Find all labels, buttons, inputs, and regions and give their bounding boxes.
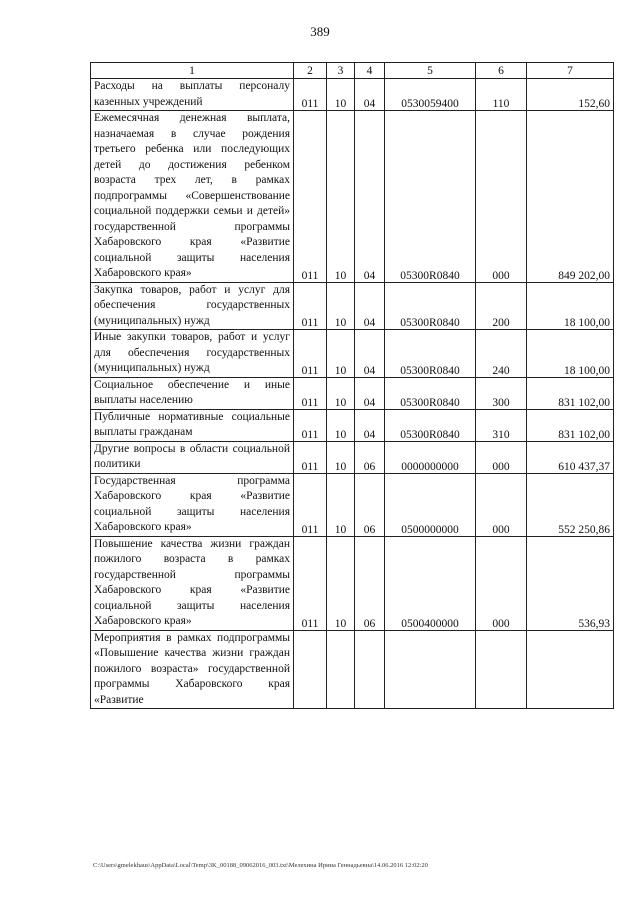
table-row	[91, 79, 614, 111]
row-amount	[527, 630, 614, 709]
row-name: Расходы на выплаты персоналу казенных учреждений	[91, 79, 294, 111]
row-expense-type: 000	[476, 111, 527, 283]
row-expense-type: 240	[476, 330, 527, 378]
row-name: Публичные нормативные социальные выплаты гражданам	[91, 409, 294, 441]
row-section-code: 10	[327, 409, 355, 441]
row-target-code: 05300R0840	[385, 111, 476, 283]
row-section-code	[327, 630, 355, 709]
row-target-code: 0000000000	[385, 441, 476, 473]
row-target-code: 0500000000	[385, 473, 476, 536]
row-amount: 831 102,00	[527, 377, 614, 409]
row-expense-type: 110	[476, 79, 527, 111]
row-subsection-code: 04	[355, 282, 385, 330]
table-row	[91, 377, 614, 409]
row-ministry-code: 011	[294, 536, 327, 630]
row-subsection-code: 04	[355, 377, 385, 409]
table-header-row	[91, 63, 614, 79]
column-header: 7	[527, 63, 614, 79]
row-target-code: 05300R0840	[385, 409, 476, 441]
row-target-code: 0530059400	[385, 79, 476, 111]
row-ministry-code: 011	[294, 330, 327, 378]
table-row	[91, 630, 614, 709]
budget-table	[90, 62, 614, 709]
row-subsection-code: 04	[355, 330, 385, 378]
row-subsection-code: 06	[355, 473, 385, 536]
row-ministry-code: 011	[294, 79, 327, 111]
row-ministry-code: 011	[294, 473, 327, 536]
row-amount: 152,60	[527, 79, 614, 111]
row-amount: 831 102,00	[527, 409, 614, 441]
row-ministry-code: 011	[294, 282, 327, 330]
row-subsection-code: 04	[355, 79, 385, 111]
row-name: Ежемесячная денежная выплата, назначаемая в случае рождения третьего ребенка или последующих детей до достижения ребенком возраста трех лет, в рамках подпрограммы «Совершенствование социальной поддержки семьи и детей» государственной программы Хабаровского края «Развитие социальной защиты населения Хабаровского края»	[91, 111, 294, 283]
row-amount: 849 202,00	[527, 111, 614, 283]
row-name: Повышение качества жизни граждан пожилого возраста в рамках государственной программы Хабаровского края «Развитие социальной защиты населения Хабаровского края»	[91, 536, 294, 630]
row-expense-type: 310	[476, 409, 527, 441]
row-name: Закупка товаров, работ и услуг для обеспечения государственных (муниципальных) нужд	[91, 282, 294, 330]
row-target-code: 0500400000	[385, 536, 476, 630]
row-section-code: 10	[327, 111, 355, 283]
row-section-code: 10	[327, 473, 355, 536]
footer-file-path: C:\Users\gmelekhaus\AppData\Local\Temp\3K_00188_09062016_003.txt\Мелехина Ирина Геннадьевна\14.06.2016 12:02:20	[93, 862, 428, 869]
row-amount: 536,93	[527, 536, 614, 630]
row-name: Иные закупки товаров, работ и услуг для обеспечения государственных (муниципальных) нужд	[91, 330, 294, 378]
row-target-code	[385, 630, 476, 709]
row-expense-type: 000	[476, 441, 527, 473]
row-target-code: 05300R0840	[385, 282, 476, 330]
row-ministry-code	[294, 630, 327, 709]
row-expense-type: 000	[476, 536, 527, 630]
row-section-code: 10	[327, 282, 355, 330]
row-name: Социальное обеспечение и иные выплаты населению	[91, 377, 294, 409]
page-number: 389	[310, 24, 330, 39]
table-row	[91, 473, 614, 536]
row-expense-type: 000	[476, 473, 527, 536]
row-ministry-code: 011	[294, 441, 327, 473]
row-subsection-code: 06	[355, 536, 385, 630]
row-expense-type: 200	[476, 282, 527, 330]
table-row	[91, 536, 614, 630]
column-header: 1	[91, 63, 294, 79]
row-section-code: 10	[327, 377, 355, 409]
column-header: 5	[385, 63, 476, 79]
row-subsection-code: 04	[355, 111, 385, 283]
column-header: 2	[294, 63, 327, 79]
row-name: Мероприятия в рамках подпрограммы «Повышение качества жизни граждан пожилого возраста» государственной программы Хабаровского края «Развитие	[91, 630, 294, 709]
row-amount: 610 437,37	[527, 441, 614, 473]
column-header: 4	[355, 63, 385, 79]
row-target-code: 05300R0840	[385, 330, 476, 378]
table-row	[91, 409, 614, 441]
row-ministry-code: 011	[294, 111, 327, 283]
row-amount: 18 100,00	[527, 330, 614, 378]
row-name: Другие вопросы в области социальной политики	[91, 441, 294, 473]
row-section-code: 10	[327, 330, 355, 378]
row-section-code: 10	[327, 536, 355, 630]
column-header: 3	[327, 63, 355, 79]
row-expense-type: 300	[476, 377, 527, 409]
row-target-code: 05300R0840	[385, 377, 476, 409]
row-amount: 552 250,86	[527, 473, 614, 536]
column-header: 6	[476, 63, 527, 79]
row-ministry-code: 011	[294, 377, 327, 409]
table-row	[91, 441, 614, 473]
table-row	[91, 330, 614, 378]
row-subsection-code: 04	[355, 409, 385, 441]
row-section-code: 10	[327, 79, 355, 111]
row-amount: 18 100,00	[527, 282, 614, 330]
table-row	[91, 282, 614, 330]
row-expense-type	[476, 630, 527, 709]
row-section-code: 10	[327, 441, 355, 473]
table-row	[91, 111, 614, 283]
row-name: Государственная программа Хабаровского края «Развитие социальной защиты населения Хабаровского края»	[91, 473, 294, 536]
row-subsection-code	[355, 630, 385, 709]
row-ministry-code: 011	[294, 409, 327, 441]
row-subsection-code: 06	[355, 441, 385, 473]
